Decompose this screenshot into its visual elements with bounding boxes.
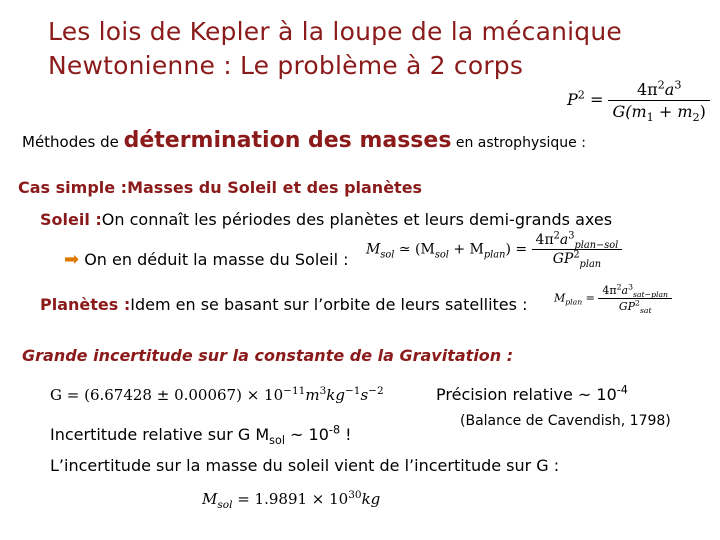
slide-title-line1: Les lois de Kepler à la loupe de la mécanique <box>48 17 623 46</box>
planets-text: Idem en se basant sur l’orbite de leurs satellites : <box>130 295 528 314</box>
planet-mass-formula: $M_{plan}$ = $\frac{4\pi^2a^3_{sat-plan}}{GP^2_{sat}}$ <box>554 284 672 313</box>
deduce-text: On en déduit la masse du Soleil : <box>84 250 349 269</box>
simple-case-text: Masses du Soleil et des planètes <box>127 178 423 197</box>
uncertainty-exponent: -8 <box>328 423 341 437</box>
uncertainty-exclaim: ! <box>340 425 352 444</box>
methods-highlight: détermination des masses <box>123 128 452 153</box>
precision-line <box>436 385 628 404</box>
methods-prefix: Méthodes de <box>22 133 124 151</box>
deduce-line <box>64 249 349 270</box>
precision-text: Précision relative ~ 10 <box>436 385 617 404</box>
simple-case-line <box>18 178 422 197</box>
uncertainty-tilde: ~ 10 <box>284 425 329 444</box>
slide-title-line2: Newtonienne : Le problème à 2 corps <box>48 51 524 80</box>
gravitational-constant-formula: $G = (6.67428 \pm 0.00067) \times 10^{-11}m^3kg^{-1}s^{-2}$ <box>50 385 384 404</box>
relative-uncertainty-line <box>50 423 352 448</box>
cavendish-note: (Balance de Cavendish, 1798) <box>460 413 671 429</box>
methods-line <box>22 128 586 153</box>
sun-mass-value-formula: $M_{sol} = 1.9891 \times 10^{30}kg$ <box>202 489 381 511</box>
gravitation-label: Grande incertitude sur la constante de la Gravitation : <box>22 346 514 365</box>
kepler-third-law-formula: $P^2$ = $\frac{4\pi^2a^3}{G(m_1 + m_2)}$ <box>567 80 710 121</box>
simple-case-label: Cas simple : <box>18 178 128 197</box>
uncertainty-text: Incertitude relative sur G M <box>50 425 270 444</box>
sun-line <box>40 210 612 229</box>
uncertainty-subscript: sol <box>269 434 285 448</box>
sun-mass-formula: $M_{sol}$ ≃ $(M_{sol} + M_{plan})$ = $\frac{4\pi^2a^3_{plan-sol}}{GP^2_{plan}}$ <box>366 232 622 267</box>
methods-suffix: en astrophysique : <box>451 135 586 151</box>
planets-line <box>40 295 527 314</box>
planets-label: Planètes : <box>40 295 131 314</box>
gravitation-line <box>22 346 513 365</box>
precision-exponent: -4 <box>616 383 628 397</box>
sun-label: Soleil : <box>40 210 102 229</box>
arrow-right-icon: ➡ <box>64 249 80 270</box>
sun-mass-uncertainty-line: L’incertitude sur la masse du soleil vient de l’incertitude sur G : <box>50 456 560 475</box>
sun-text: On connaît les périodes des planètes et leurs demi-grands axes <box>101 210 613 229</box>
